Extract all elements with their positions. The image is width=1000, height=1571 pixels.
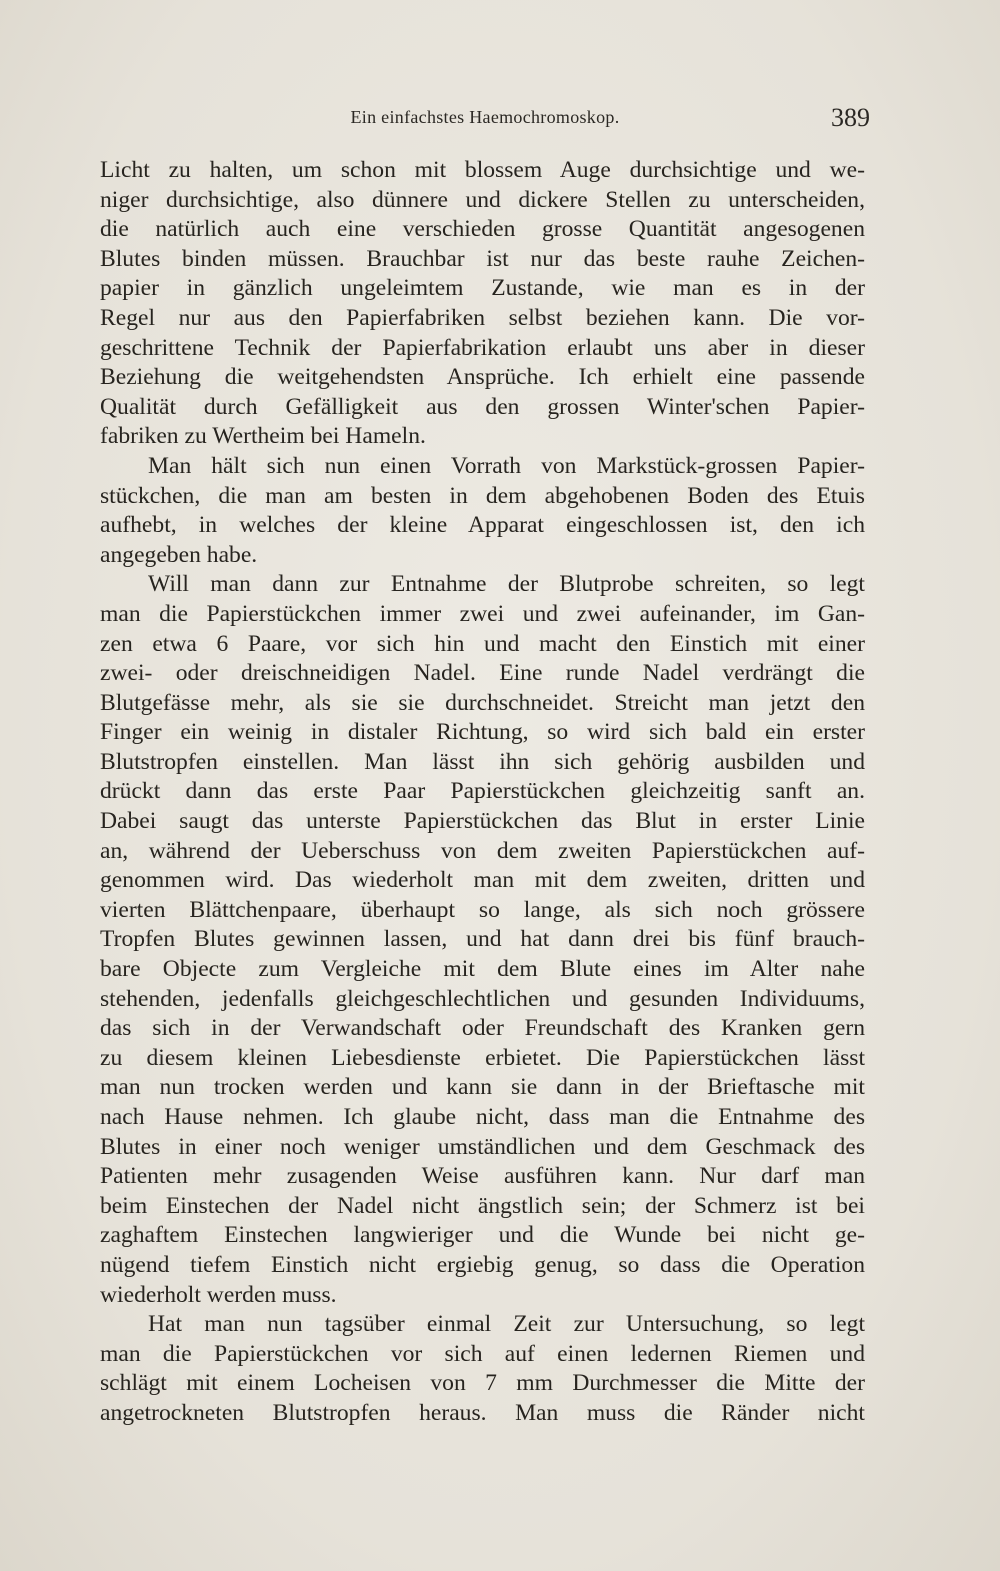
text-line: man die Papierstückchen immer zwei und zwei aufeinander, im Gan- xyxy=(100,600,865,627)
text-line: Regel nur aus den Papierfabriken selbst beziehen kann. Die vor- xyxy=(100,304,865,331)
text-line: vierten Blättchenpaare, überhaupt so lange, als sich noch grössere xyxy=(100,896,865,923)
text-line: Dabei saugt das unterste Papierstückchen das Blut in erster Linie xyxy=(100,808,865,835)
text-line: Hat man nun tagsüber einmal Zeit zur Untersuchung, so legt xyxy=(148,1311,865,1338)
text-line: fabriken zu Wertheim bei Hameln. xyxy=(100,423,426,450)
text-line: Will man dann zur Entnahme der Blutprobe schreiten, so legt xyxy=(148,571,865,598)
text-line: Patienten mehr zusagenden Weise ausführen kann. Nur darf man xyxy=(100,1163,865,1190)
text-line: Man hält sich nun einen Vorrath von Markstück-grossen Papier- xyxy=(148,452,865,479)
text-line: Beziehung die weitgehendsten Ansprüche. Ich erhielt eine passende xyxy=(100,364,865,391)
text-line: an, während der Ueberschuss von dem zweiten Papierstückchen auf- xyxy=(100,837,865,864)
text-line: genommen wird. Das wiederholt man mit dem zweiten, dritten und xyxy=(100,867,865,894)
text-line: drückt dann das erste Paar Papierstückchen gleichzeitig sanft an. xyxy=(100,778,865,805)
text-line: stehenden, jedenfalls gleichgeschlechtlichen und gesunden Individuums, xyxy=(100,985,865,1012)
text-line: man die Papierstückchen vor sich auf einen ledernen Riemen und xyxy=(100,1340,865,1367)
text-line: angegeben habe. xyxy=(100,541,258,568)
text-line: schlägt mit einem Locheisen von 7 mm Durchmesser die Mitte der xyxy=(100,1370,865,1397)
text-line: niger durchsichtige, also dünnere und dickere Stellen zu unterscheiden, xyxy=(100,186,865,213)
text-line: bare Objecte zum Vergleiche mit dem Blute eines im Alter nahe xyxy=(100,956,865,983)
text-line: nach Hause nehmen. Ich glaube nicht, dass man die Entnahme des xyxy=(100,1104,865,1130)
text-line: Licht zu halten, um schon mit blossem Auge durchsichtige und we- xyxy=(100,157,865,183)
text-line: zen etwa 6 Paare, vor sich hin und macht den Einstich mit einer xyxy=(100,630,865,657)
text-line: zaghaftem Einstechen langwieriger und die Wunde bei nicht ge- xyxy=(100,1222,865,1249)
text-line: Blutes in einer noch weniger umständlichen und dem Geschmack des xyxy=(100,1133,865,1160)
text-line: die natürlich auch eine verschieden grosse Quantität angesogenen xyxy=(100,216,865,243)
text-line: Blutstropfen einstellen. Man lässt ihn sich gehörig ausbilden und xyxy=(100,748,865,775)
text-line: nügend tiefem Einstich nicht ergiebig genug, so dass die Operation xyxy=(100,1251,865,1278)
text-line: papier in gänzlich ungeleimtem Zustande, wie man es in der xyxy=(100,275,865,302)
text-line: Tropfen Blutes gewinnen lassen, und hat dann drei bis fünf brauch- xyxy=(100,926,865,953)
text-line: Blutes binden müssen. Brauchbar ist nur das beste rauhe Zeichen- xyxy=(100,245,865,272)
running-head xyxy=(100,103,870,133)
page-number: 389 xyxy=(831,103,870,132)
text-line: beim Einstechen der Nadel nicht ängstlich sein; der Schmerz ist bei xyxy=(100,1192,865,1219)
text-line: zwei- oder dreischneidigen Nadel. Eine runde Nadel verdrängt die xyxy=(100,660,865,687)
text-line: das sich in der Verwandschaft oder Freundschaft des Kranken gern xyxy=(100,1015,865,1042)
text-line: zu diesem kleinen Liebesdienste erbietet. Die Papierstückchen lässt xyxy=(100,1044,865,1071)
text-line: wiederholt werden muss. xyxy=(100,1281,337,1308)
text-line: Qualität durch Gefälligkeit aus den grossen Winter'schen Papier- xyxy=(100,393,865,420)
running-head-title: Ein einfachstes Haemochromoskop. xyxy=(350,107,620,127)
text-line: aufhebt, in welches der kleine Apparat eingeschlossen ist, den ich xyxy=(100,512,865,539)
text-line: geschrittene Technik der Papierfabrikation erlaubt uns aber in dieser xyxy=(100,334,865,361)
text-line: stückchen, die man am besten in dem abgehobenen Boden des Etuis xyxy=(100,482,865,509)
text-line: man nun trocken werden und kann sie dann in der Brieftasche mit xyxy=(100,1074,865,1101)
text-line: angetrockneten Blutstropfen heraus. Man muss die Ränder nicht xyxy=(100,1399,865,1426)
body-text xyxy=(100,156,865,1429)
text-line: Blutgefässe mehr, als sie sie durchschneidet. Streicht man jetzt den xyxy=(100,689,865,716)
text-line: Finger ein weinig in distaler Richtung, so wird sich bald ein erster xyxy=(100,719,865,746)
